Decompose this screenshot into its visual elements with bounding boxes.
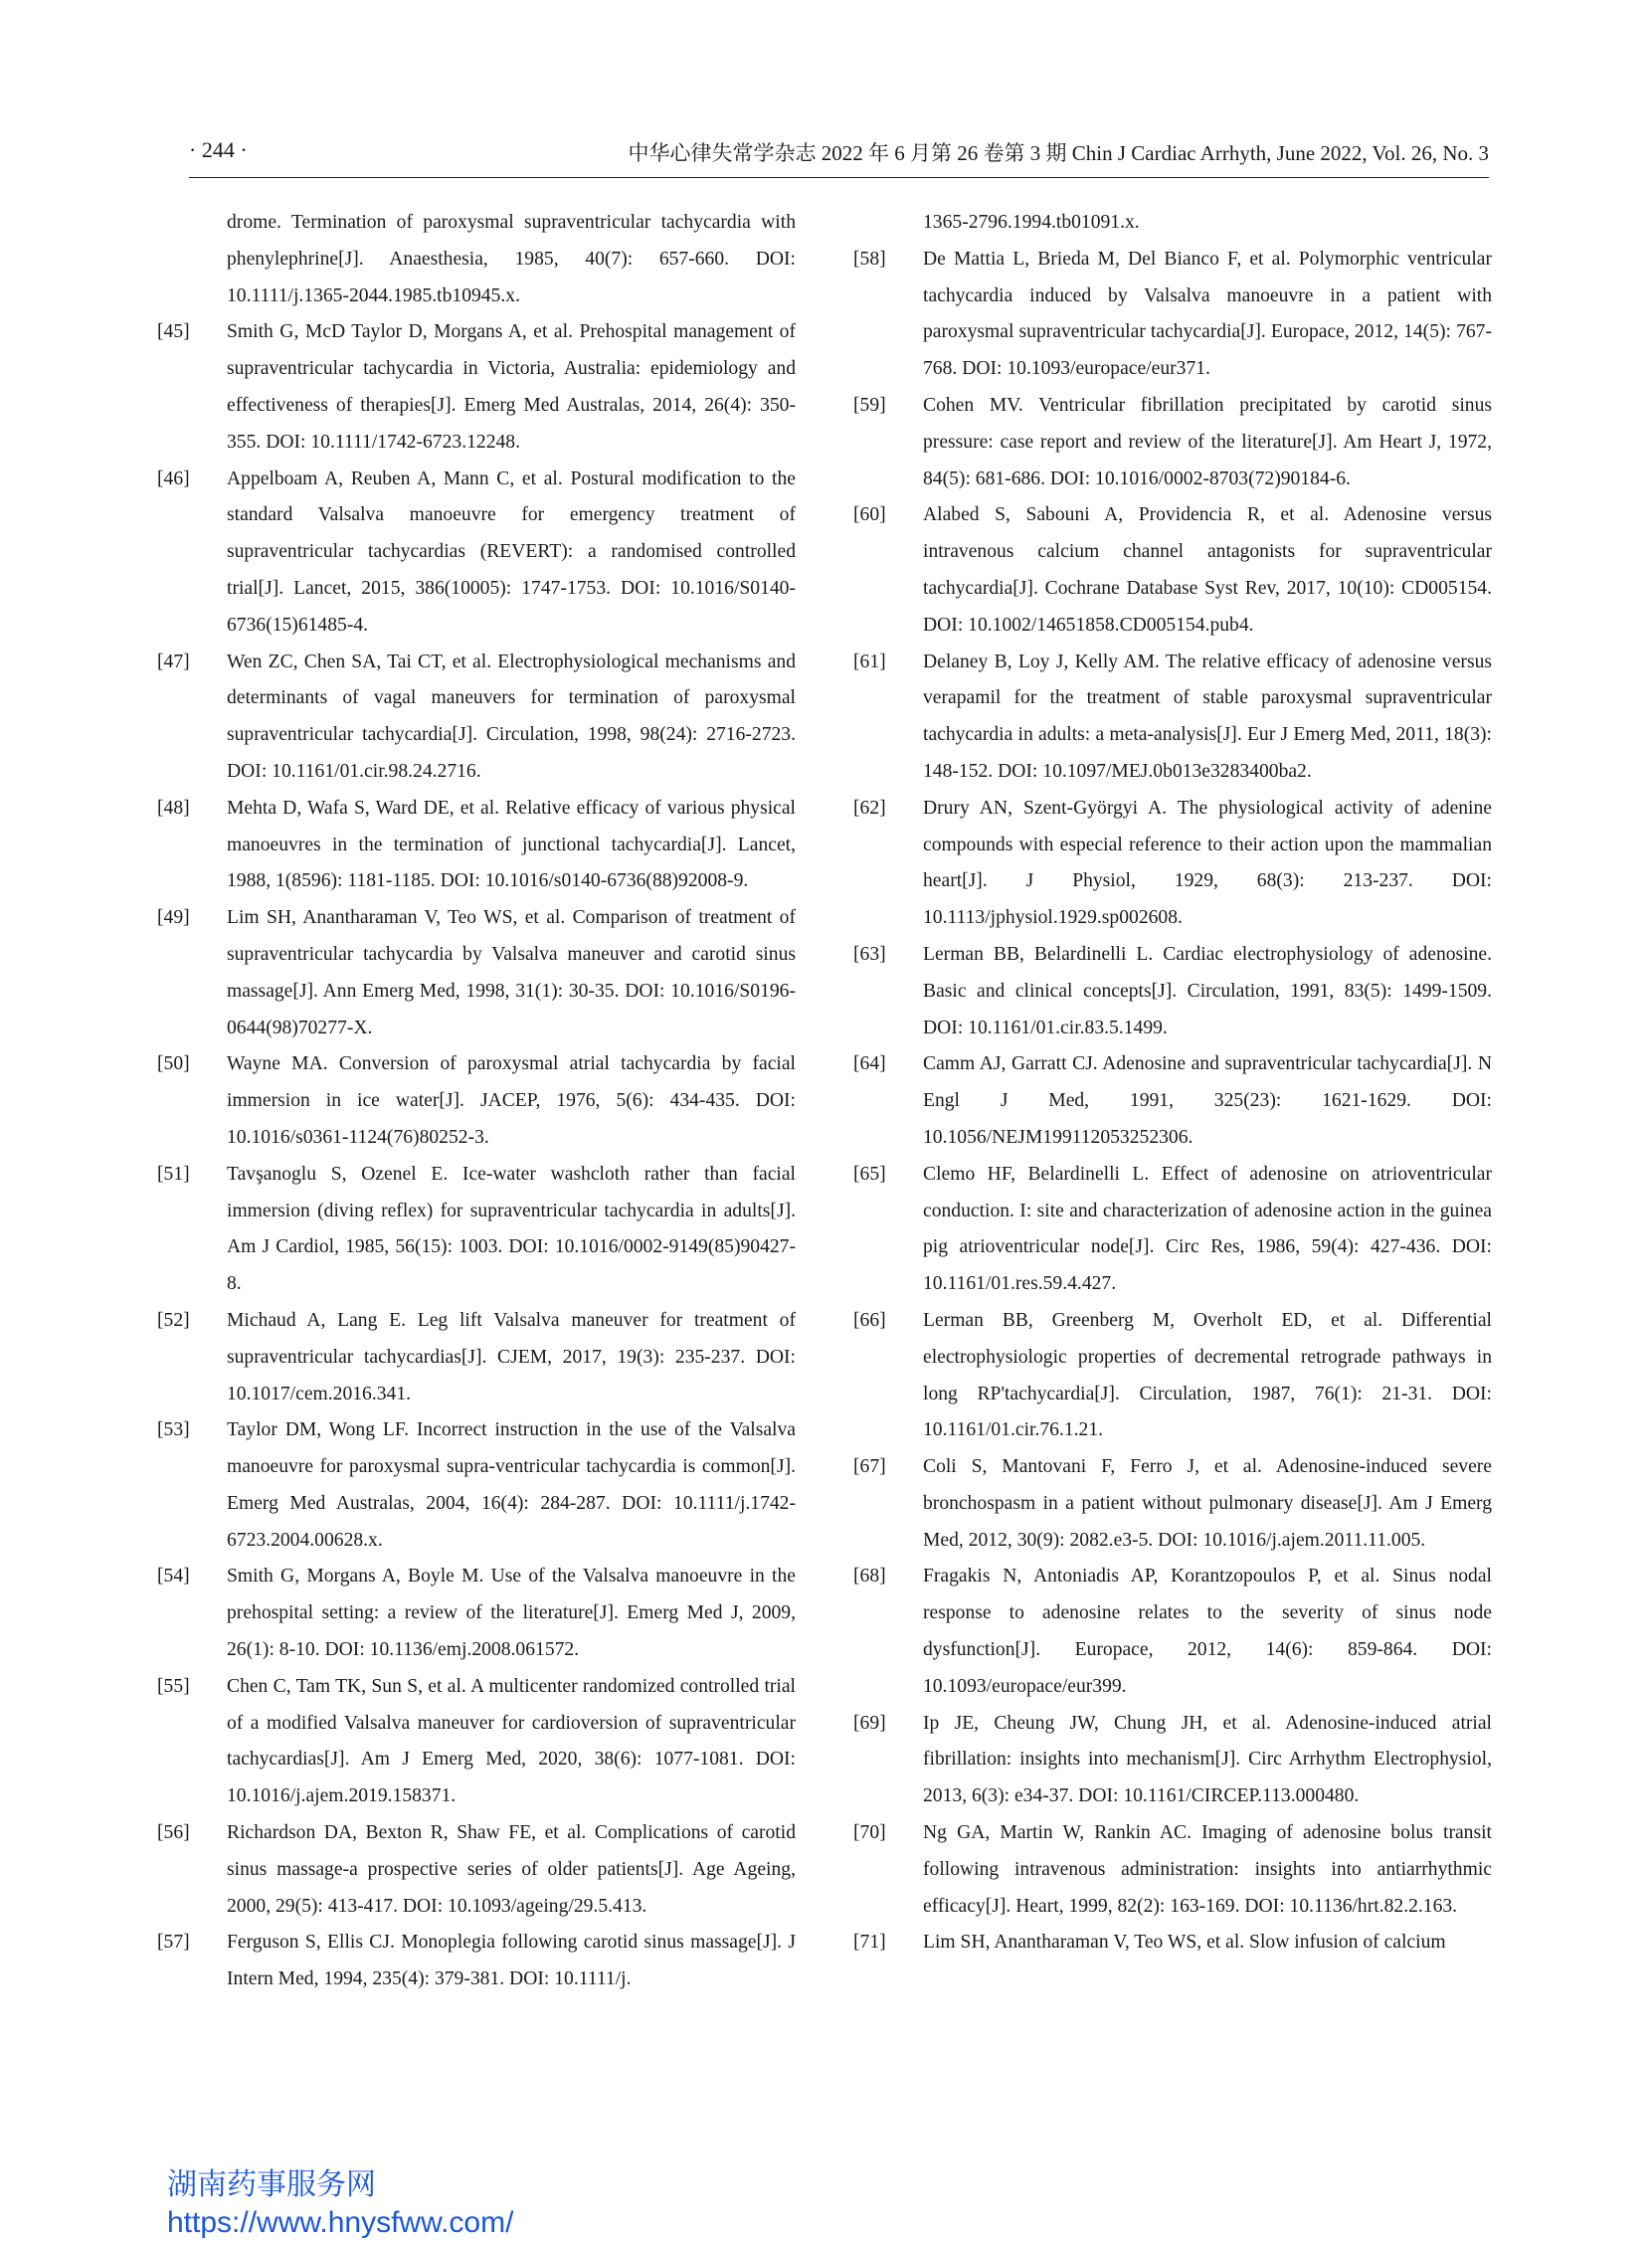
reference-text: Lerman BB, Belardinelli L. Cardiac electrophysiology of adenosine. Basic and clinical concepts[J]. Circulation, 1991, 83(5): 1499-1509. DOI: 10.1161/01.cir.83.5.1499. — [923, 943, 1492, 1038]
reference-text: Lim SH, Anantharaman V, Teo WS, et al. Comparison of treatment of supraventricular tachycardia by Valsalva maneuver and carotid sinus massage[J]. Ann Emerg Med, 1998, 31(1): 30-35. DOI: 10.1016/S0196-0644(98)70277-X. — [227, 907, 796, 1038]
reference-number: [53] — [157, 1419, 190, 1441]
reference-entry — [853, 205, 1492, 242]
reference-text: Appelboam A, Reuben A, Mann C, et al. Postural modification to the standard Valsalva manoeuvre for emergency treatment of supraventricular tachycardias (REVERT): a randomised controlled trial[J]. Lancet, 2015, 386(10005): 1747-1753. DOI: 10.1016/S0140-6736(15)61485-4. — [227, 467, 796, 636]
reference-text: Chen C, Tam TK, Sun S, et al. A multicenter randomized controlled trial of a modified Valsalva maneuver for cardioversion of supraventricular tachycardias[J]. Am J Emerg Med, 2020, 38(6): 1077-1081. DOI: 10.1016/j.ajem.2019.158371. — [227, 1675, 796, 1807]
reference-number: [62] — [853, 797, 886, 819]
reference-text: Wayne MA. Conversion of paroxysmal atrial tachycardia by facial immersion in ice water[J]. JACEP, 1976, 5(6): 434-435. DOI: 10.1016/s0361-1124(76)80252-3. — [227, 1053, 796, 1148]
reference-text: Coli S, Mantovani F, Ferro J, et al. Adenosine-induced severe bronchospasm in a patient without pulmonary disease[J]. Am J Emerg Med, 2012, 30(9): 2082.e3-5. DOI: 10.1016/j.ajem.2011.11.005. — [923, 1456, 1492, 1551]
journal-citation: 中华心律失常学杂志 2022 年 6 月第 26 卷第 3 期 Chin J Cardiac Arrhyth, June 2022, Vol. 26, No. 3 — [628, 141, 1489, 165]
reference-entry — [853, 1157, 1492, 1303]
reference-entry — [157, 900, 796, 1046]
reference-number: [58] — [853, 248, 886, 270]
reference-text: Taylor DM, Wong LF. Incorrect instruction in the use of the Valsalva manoeuvre for paroxysmal supra-ventricular tachycardia is common[J]. Emerg Med Australas, 2004, 16(4): 284-287. DOI: 10.1111/j.1742-6723.2004.00628.x. — [227, 1419, 796, 1551]
reference-entry — [157, 791, 796, 900]
reference-number: [65] — [853, 1163, 886, 1185]
reference-entry — [853, 1449, 1492, 1559]
reference-text: Smith G, Morgans A, Boyle M. Use of the Valsalva manoeuvre in the prehospital setting: a review of the literature[J]. Emerg Med J, 2009, 26(1): 8-10. DOI: 10.1136/emj.2008.061572. — [227, 1566, 796, 1661]
reference-text: Smith G, McD Taylor D, Morgans A, et al. Prehospital management of supraventricular tachycardia in Victoria, Australia: epidemiology and effectiveness of therapies[J]. Emerg Med Australas, 2014, 26(4): 350-355. DOI: 10.1111/1742-6723.12248. — [227, 321, 796, 453]
reference-number: [49] — [157, 907, 190, 929]
reference-entry — [853, 1815, 1492, 1925]
reference-text: Richardson DA, Bexton R, Shaw FE, et al. Complications of carotid sinus massage-a prospective series of older patients[J]. Age Ageing, 2000, 29(5): 413-417. DOI: 10.1093/ageing/29.5.413. — [227, 1822, 796, 1917]
reference-number: [47] — [157, 651, 190, 672]
page-header — [189, 137, 1489, 178]
reference-text: Alabed S, Sabouni A, Providencia R, et al. Adenosine versus intravenous calcium channel antagonists for supraventricular tachycardia[J]. Cochrane Database Syst Rev, 2017, 10(10): CD005154. DOI: 10.1002/14651858.CD005154.pub4. — [923, 504, 1492, 636]
reference-entry — [157, 1303, 796, 1412]
reference-text: Wen ZC, Chen SA, Tai CT, et al. Electrophysiological mechanisms and determinants of vagal maneuvers for termination of paroxysmal supraventricular tachycardia[J]. Circulation, 1998, 98(24): 2716-2723. DOI: 10.1161/01.cir.98.24.2716. — [227, 651, 796, 782]
reference-number: [67] — [853, 1456, 886, 1478]
reference-entry — [157, 314, 796, 461]
reference-number: [60] — [853, 504, 886, 526]
reference-entry — [157, 1669, 796, 1815]
reference-number: [68] — [853, 1566, 886, 1588]
watermark — [167, 2166, 513, 2242]
reference-text: Delaney B, Loy J, Kelly AM. The relative efficacy of adenosine versus verapamil for the treatment of stable paroxysmal supraventricular tachycardia in adults: a meta-analysis[J]. Eur J Emerg Med, 2011, 18(3): 148-152. DOI: 10.1097/MEJ.0b013e3283400ba2. — [923, 651, 1492, 782]
reference-text: De Mattia L, Brieda M, Del Bianco F, et al. Polymorphic ventricular tachycardia induced by Valsalva manoeuvre in a patient with paroxysmal supraventricular tachycardia[J]. Europace, 2012, 14(5): 767-768. DOI: 10.1093/europace/eur371. — [923, 248, 1492, 380]
reference-entry — [157, 462, 796, 645]
reference-entry — [853, 242, 1492, 388]
reference-number: [59] — [853, 394, 886, 416]
reference-entry — [157, 1157, 796, 1303]
reference-entry — [157, 205, 796, 314]
reference-text: Clemo HF, Belardinelli L. Effect of adenosine on atrioventricular conduction. I: site and characterization of adenosine action in the guinea pig atrioventricular node[J]. Circ Res, 1986, 59(4): 427-436. DOI: 10.1161/01.res.59.4.427. — [923, 1163, 1492, 1295]
reference-text: Ng GA, Martin W, Rankin AC. Imaging of adenosine bolus transit following intravenous administration: insights into antiarrhythmic efficacy[J]. Heart, 1999, 82(2): 163-169. DOI: 10.1136/hrt.82.2.163. — [923, 1822, 1492, 1917]
reference-number: [48] — [157, 797, 190, 819]
reference-entry — [157, 1815, 796, 1925]
reference-entry — [853, 645, 1492, 791]
reference-text: Camm AJ, Garratt CJ. Adenosine and supraventricular tachycardia[J]. N Engl J Med, 1991, 325(23): 1621-1629. DOI: 10.1056/NEJM199112053252306. — [923, 1053, 1492, 1148]
watermark-site-name: 湖南药事服务网 — [167, 2167, 376, 2202]
reference-text: Tavşanoglu S, Ozenel E. Ice-water washcloth rather than facial immersion (diving reflex) for supraventricular tachycardia in adults[J]. Am J Cardiol, 1985, 56(15): 1003. DOI: 10.1016/0002-9149(85)90427-8. — [227, 1163, 796, 1295]
reference-number: [71] — [853, 1932, 886, 1954]
reference-entry — [853, 388, 1492, 497]
reference-entry — [157, 1412, 796, 1559]
reference-text: Lim SH, Anantharaman V, Teo WS, et al. Slow infusion of calcium — [923, 1932, 1446, 1954]
reference-entry — [157, 1046, 796, 1156]
reference-entry — [853, 1925, 1492, 1962]
reference-entry — [853, 937, 1492, 1046]
reference-text: Ip JE, Cheung JW, Chung JH, et al. Adenosine-induced atrial fibrillation: insights into mechanism[J]. Circ Arrhythm Electrophysiol, 2013, 6(3): e34-37. DOI: 10.1161/CIRCEP.113.000480. — [923, 1712, 1492, 1807]
reference-number: [57] — [157, 1932, 190, 1954]
reference-entry — [853, 1706, 1492, 1815]
reference-text: drome. Termination of paroxysmal supraventricular tachycardia with phenylephrine[J]. Anaesthesia, 1985, 40(7): 657-660. DOI: 10.1111/j.1365-2044.1985.tb10945.x. — [227, 212, 796, 306]
reference-text: Mehta D, Wafa S, Ward DE, et al. Relative efficacy of various physical manoeuvres in the termination of junctional tachycardia[J]. Lancet, 1988, 1(8596): 1181-1185. DOI: 10.1016/s0140-6736(88)92008-9. — [227, 797, 796, 892]
reference-text: Cohen MV. Ventricular fibrillation precipitated by carotid sinus pressure: case report and review of the literature[J]. Am Heart J, 1972, 84(5): 681-686. DOI: 10.1016/0002-8703(72)90184-6. — [923, 394, 1492, 489]
reference-entry — [853, 1303, 1492, 1449]
reference-number: [70] — [853, 1822, 886, 1844]
reference-text: 1365-2796.1994.tb01091.x. — [923, 212, 1140, 233]
reference-entry — [853, 1559, 1492, 1705]
reference-number: [66] — [853, 1309, 886, 1331]
reference-text: Lerman BB, Greenberg M, Overholt ED, et al. Differential electrophysiologic properties of decremental retrograde pathways in long RP'tachycardia[J]. Circulation, 1987, 76(1): 21-31. DOI: 10.1161/01.cir.76.1.21. — [923, 1309, 1492, 1441]
reference-text: Michaud A, Lang E. Leg lift Valsalva maneuver for treatment of supraventricular tachycardias[J]. CJEM, 2017, 19(3): 235-237. DOI: 10.1017/cem.2016.341. — [227, 1309, 796, 1404]
reference-number: [56] — [157, 1822, 190, 1844]
references-left-column — [157, 205, 796, 1998]
page-number: · 244 · — [189, 137, 248, 162]
reference-number: [64] — [853, 1053, 886, 1075]
reference-entry — [853, 497, 1492, 644]
reference-number: [50] — [157, 1053, 190, 1075]
reference-number: [46] — [157, 467, 190, 489]
reference-number: [45] — [157, 321, 190, 343]
reference-number: [52] — [157, 1309, 190, 1331]
reference-number: [54] — [157, 1566, 190, 1588]
reference-number: [51] — [157, 1163, 190, 1185]
reference-entry — [853, 791, 1492, 937]
reference-number: [63] — [853, 943, 886, 965]
reference-text: Drury AN, Szent-Györgyi A. The physiological activity of adenine compounds with especial reference to their action upon the mammalian heart[J]. J Physiol, 1929, 68(3): 213-237. DOI: 10.1113/jphysiol.1929.sp002608. — [923, 797, 1492, 929]
references-right-column — [853, 205, 1492, 1962]
watermark-url[interactable]: https://www.hnysfww.com/ — [167, 2206, 514, 2239]
reference-number: [69] — [853, 1712, 886, 1734]
reference-text: Fragakis N, Antoniadis AP, Korantzopoulos P, et al. Sinus nodal response to adenosine relates to the severity of sinus node dysfunction[J]. Europace, 2012, 14(6): 859-864. DOI: 10.1093/europace/eur399. — [923, 1566, 1492, 1697]
reference-entry — [853, 1046, 1492, 1156]
reference-entry — [157, 645, 796, 791]
reference-entry — [157, 1925, 796, 1998]
reference-text: Ferguson S, Ellis CJ. Monoplegia following carotid sinus massage[J]. J Intern Med, 1994, 235(4): 379-381. DOI: 10.1111/j. — [227, 1932, 796, 1990]
reference-number: [55] — [157, 1675, 190, 1697]
reference-number: [61] — [853, 651, 886, 672]
reference-entry — [157, 1559, 796, 1668]
